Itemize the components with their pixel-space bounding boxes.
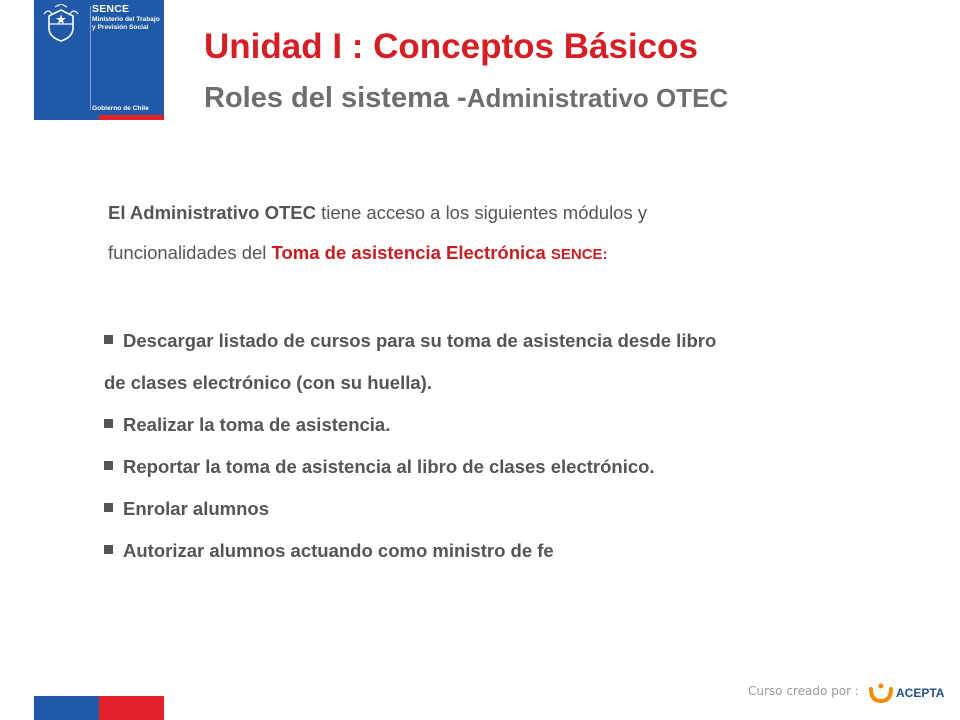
square-bullet-icon (104, 545, 113, 554)
square-bullet-icon (104, 419, 113, 428)
acepta-wordmark: ACEPTA (896, 686, 945, 700)
footer-flag-bar (34, 696, 164, 720)
subtitle-part1: Roles del sistema - (204, 82, 467, 114)
slide-title: Unidad I : Conceptos Básicos (204, 27, 698, 66)
intro-system-name: Toma de asistencia Electrónica (271, 242, 546, 263)
list-item-text: Autorizar alumnos actuando como ministro de fe (123, 540, 554, 561)
subtitle-part2: Administrativo OTEC (466, 83, 729, 113)
coat-of-arms-icon (40, 4, 82, 44)
list-item (104, 530, 904, 572)
logo-flag-bar (34, 115, 164, 120)
logo-divider (90, 6, 91, 110)
logo-ministry: Ministerio del Trabajo y Previsión Social (92, 16, 160, 31)
logo-government: Gobierno de Chile (92, 105, 149, 112)
list-item-text: Reportar la toma de asistencia al libro de clases electrónico. (123, 456, 655, 477)
sence-logo (34, 0, 164, 120)
functions-list (104, 320, 904, 572)
list-item-text: Realizar la toma de asistencia. (123, 414, 391, 435)
square-bullet-icon (104, 503, 113, 512)
intro-sence: SENCE: (550, 246, 608, 263)
logo-brand: SENCE (92, 3, 130, 15)
intro-line2-start: funcionalidades del (108, 242, 272, 263)
list-item (104, 320, 904, 362)
slide-subtitle (204, 78, 728, 120)
list-item-continuation (104, 362, 904, 404)
list-item (104, 488, 904, 530)
list-item-text: de clases electrónico (con su huella). (104, 372, 432, 393)
list-item (104, 404, 904, 446)
intro-role: El Administrativo OTEC (108, 202, 316, 223)
list-item-text: Descargar listado de cursos para su toma de asistencia desde libro (123, 330, 717, 351)
square-bullet-icon (104, 461, 113, 470)
acepta-smile-icon (868, 681, 894, 707)
list-item (104, 446, 904, 488)
acepta-logo (868, 681, 945, 707)
intro-paragraph (108, 193, 868, 275)
list-item-text: Enrolar alumnos (123, 498, 269, 519)
intro-line1-rest: tiene acceso a los siguientes módulos y (315, 202, 648, 223)
square-bullet-icon (104, 335, 113, 344)
footer-credit: Curso creado por : (748, 684, 859, 698)
